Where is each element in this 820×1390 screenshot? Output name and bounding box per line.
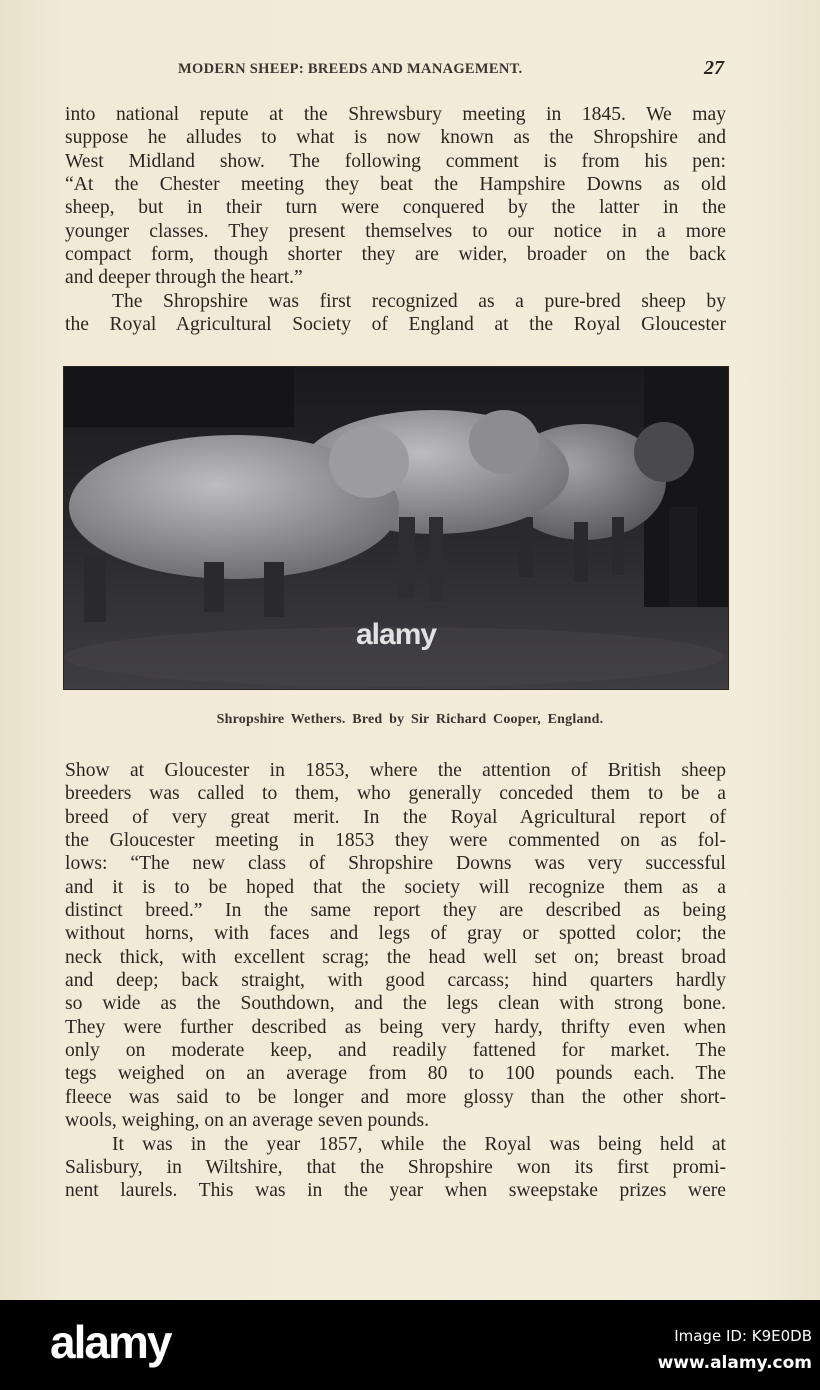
paragraph-block-1 bbox=[65, 103, 726, 336]
text-line: the Royal Agricultural Society of England at the Royal Gloucester bbox=[65, 314, 726, 336]
text-line: sheep, but in their turn were conquered by the latter in the bbox=[65, 197, 726, 219]
figure-caption: Shropshire Wethers. Bred by Sir Richard Cooper, England. bbox=[216, 712, 604, 727]
text-line: Salisbury, in Wiltshire, that the Shropshire won its first promi- bbox=[65, 1156, 726, 1178]
text-line: younger classes. They present themselves to our notice in a more bbox=[65, 220, 726, 242]
text-line: breed of very great merit. In the Royal Agricultural report of bbox=[65, 806, 726, 828]
alamy-watermark: alamy bbox=[356, 618, 437, 651]
text-line: lows: “The new class of Shropshire Downs was very successful bbox=[65, 853, 726, 875]
text-line: only on moderate keep, and readily fattened for market. The bbox=[65, 1040, 726, 1062]
page-number: 27 bbox=[704, 57, 724, 79]
text-line: distinct breed.” In the same report they are described as being bbox=[65, 900, 726, 922]
text-line: the Gloucester meeting in 1853 they were commented on as fol- bbox=[65, 830, 726, 852]
text-line: nent laurels. This was in the year when sweepstake prizes were bbox=[65, 1180, 726, 1202]
page-header bbox=[0, 56, 820, 82]
alamy-logo: alamy bbox=[50, 1316, 171, 1368]
paragraph-block-2 bbox=[65, 759, 726, 1203]
text-line: It was in the year 1857, while the Royal was being held at bbox=[112, 1133, 726, 1155]
sheep-photograph bbox=[63, 366, 729, 690]
footer-info bbox=[512, 1326, 812, 1374]
text-line: tegs weighed on an average from 80 to 100 pounds each. The bbox=[65, 1063, 726, 1085]
running-title: MODERN SHEEP: BREEDS AND MANAGEMENT. bbox=[178, 61, 523, 77]
text-line: and deeper through the heart.” bbox=[65, 267, 303, 289]
text-line: neck thick, with excellent scrag; the head well set on; breast broad bbox=[65, 946, 726, 968]
watermark-footer bbox=[0, 1300, 820, 1390]
text-line: The Shropshire was first recognized as a pure-bred sheep by bbox=[112, 290, 726, 312]
text-line: and it is to be hoped that the society will recognize them as a bbox=[65, 876, 726, 898]
image-id-label: Image ID: K9E0DB bbox=[674, 1327, 812, 1345]
text-line: “At the Chester meeting they beat the Hampshire Downs as old bbox=[65, 174, 726, 196]
text-line: compact form, though shorter they are wider, broader on the back bbox=[65, 244, 726, 266]
text-line: suppose he alludes to what is now known as the Shropshire and bbox=[65, 127, 726, 149]
text-line: into national repute at the Shrewsbury meeting in 1845. We may bbox=[65, 104, 726, 125]
text-line: They were further described as being very hardy, thrifty even when bbox=[65, 1016, 726, 1038]
text-line: and deep; back straight, with good carcass; hind quarters hardly bbox=[65, 970, 726, 992]
footer-url: www.alamy.com bbox=[657, 1353, 812, 1373]
text-line: breeders was called to them, who generally conceded them to be a bbox=[65, 783, 726, 805]
text-line: West Midland show. The following comment is from his pen: bbox=[65, 150, 726, 172]
text-line: without horns, with faces and legs of gray or spotted color; the bbox=[65, 923, 726, 945]
text-line: wools, weighing, on an average seven pounds. bbox=[65, 1110, 430, 1132]
text-line: so wide as the Southdown, and the legs clean with strong bone. bbox=[65, 993, 726, 1015]
text-line: fleece was said to be longer and more glossy than the other short- bbox=[65, 1086, 726, 1108]
text-line: Show at Gloucester in 1853, where the attention of British sheep bbox=[65, 760, 726, 781]
